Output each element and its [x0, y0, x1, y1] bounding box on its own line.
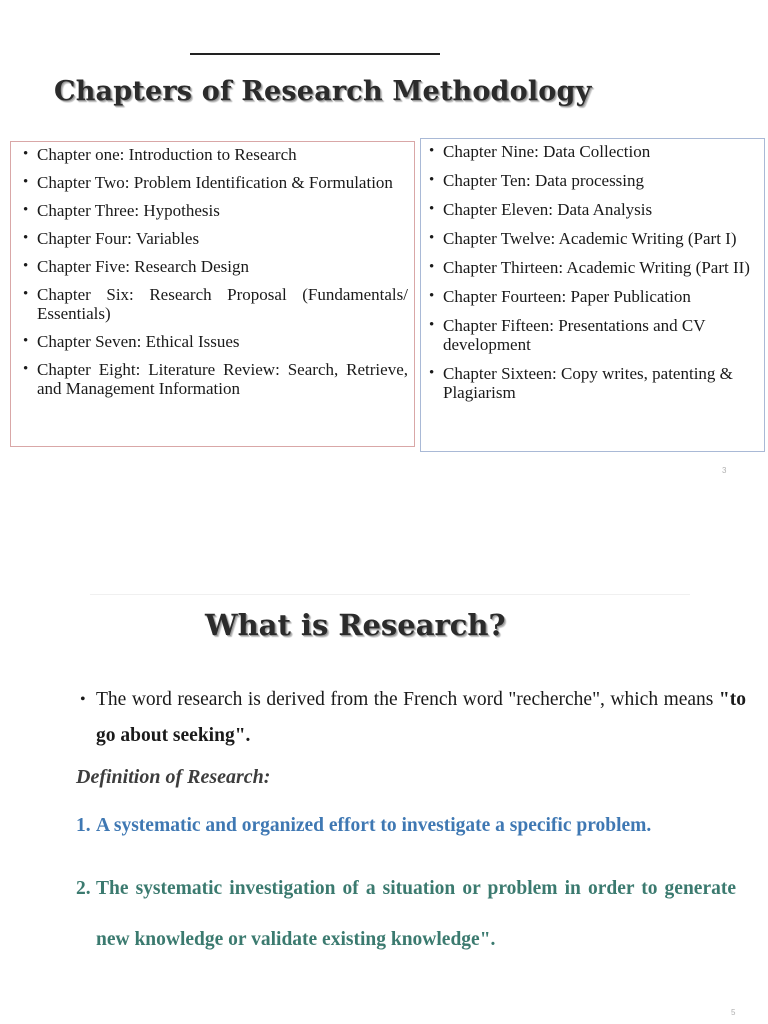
slide1-page-number: 3 [722, 466, 727, 475]
top-rule [190, 53, 440, 55]
definition-text: A systematic and organized effort to investigate a specific problem. [96, 815, 652, 836]
chapter-item: • Chapter one: Introduction to Research [21, 145, 408, 164]
chapter-item: • Chapter Six: Research Proposal (Fundamentals/ Essentials) [21, 285, 408, 323]
chapters-left-list [21, 145, 408, 398]
chapter-item: • Chapter Four: Variables [21, 229, 408, 248]
intro-bold-text: "to go about seeking". [96, 689, 746, 746]
chapter-item: • Chapter Two: Problem Identification & Formulation [21, 173, 408, 192]
chapters-right-box [420, 138, 765, 452]
chapter-item: • Chapter Ten: Data processing [427, 171, 758, 190]
definition-item [76, 863, 736, 965]
chapters-right-list [427, 142, 758, 402]
chapter-item: • Chapter Eleven: Data Analysis [427, 200, 758, 219]
definition-item [76, 811, 736, 841]
definition-number: 2. [76, 878, 91, 899]
intro-text: The word research is derived from the French word "recherche", which means [96, 689, 719, 710]
chapter-item: • Chapter Nine: Data Collection [427, 142, 758, 161]
slide1-title: Chapters of Research Methodology [54, 76, 592, 107]
chapter-item: • Chapter Thirteen: Academic Writing (Part II) [427, 258, 758, 277]
chapter-item: • Chapter Twelve: Academic Writing (Part I) [427, 229, 758, 248]
chapter-item: • Chapter Three: Hypothesis [21, 201, 408, 220]
slide2-title: What is Research? [205, 608, 506, 642]
chapter-item: • Chapter Seven: Ethical Issues [21, 332, 408, 351]
definition-list [76, 811, 736, 965]
chapter-item: • Chapter Sixteen: Copy writes, patenting & Plagiarism [427, 364, 758, 402]
chapter-item: • Chapter Fourteen: Paper Publication [427, 287, 758, 306]
chapter-item: • Chapter Eight: Literature Review: Search, Retrieve, and Management Information [21, 360, 408, 398]
slide2-page-number: 5 [731, 1008, 736, 1017]
definition-heading: Definition of Research: [76, 766, 271, 788]
chapters-left-box [10, 141, 415, 447]
definition-text: The systematic investigation of a situation or problem in order to generate new knowledge or validate existing knowledge". [96, 878, 736, 950]
research-origin-text [80, 682, 746, 754]
chapter-item: • Chapter Fifteen: Presentations and CV development [427, 316, 758, 354]
chapter-item: • Chapter Five: Research Design [21, 257, 408, 276]
slide-divider [90, 594, 690, 595]
bullet-icon: • [80, 691, 86, 708]
definition-number: 1. [76, 815, 91, 836]
